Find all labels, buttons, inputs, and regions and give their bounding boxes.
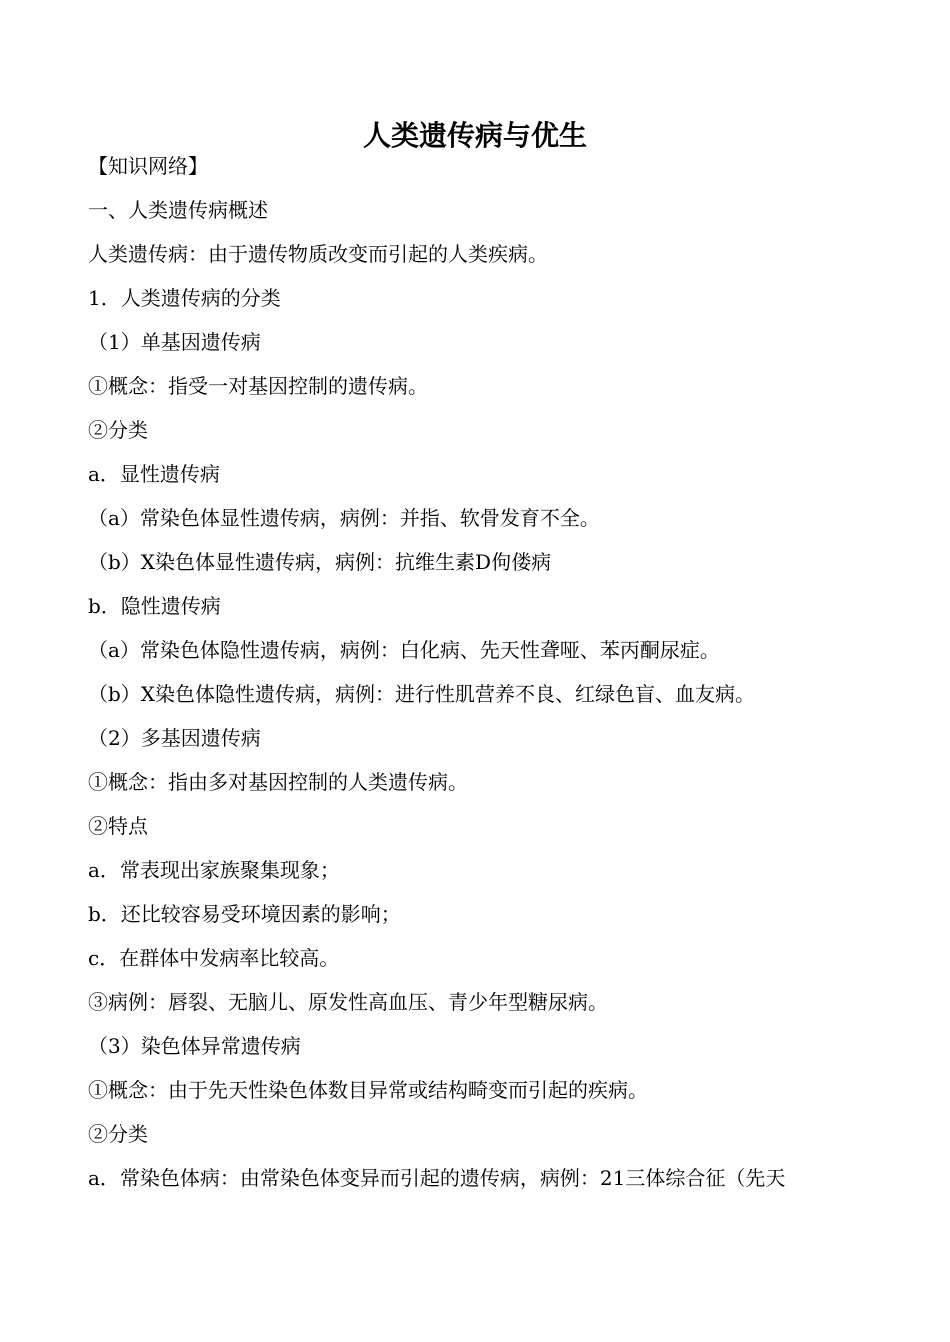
text-line: 人类遗传病：由于遗传物质改变而引起的人类疾病。 (88, 242, 548, 266)
document-body (88, 150, 888, 1206)
text-line: （3）染色体异常遗传病 (88, 1034, 301, 1058)
text-line: （b）X染色体显性遗传病，病例：抗维生素D佝偻病 (88, 550, 552, 574)
text-line: ①概念：指由多对基因控制的人类遗传病。 (88, 770, 468, 794)
text-line: a．常染色体病：由常染色体变异而引起的遗传病，病例：21三体综合征（先天 (88, 1166, 786, 1190)
text-line: 一、人类遗传病概述 (88, 198, 268, 222)
text-line: ②特点 (88, 814, 148, 838)
text-line: ③病例：唇裂、无脑儿、原发性高血压、青少年型糖尿病。 (88, 990, 608, 1014)
text-line: ②分类 (88, 1122, 148, 1146)
text-line: （1）单基因遗传病 (88, 330, 261, 354)
document-title: 人类遗传病与优生 (362, 119, 587, 152)
text-line: 1．人类遗传病的分类 (88, 286, 281, 310)
text-line: b．隐性遗传病 (88, 594, 221, 618)
text-line: ①概念：指受一对基因控制的遗传病。 (88, 374, 428, 398)
text-line: （b）X染色体隐性遗传病，病例：进行性肌营养不良、红绿色盲、血友病。 (88, 682, 756, 706)
text-line: c．在群体中发病率比较高。 (88, 946, 340, 970)
text-line: 【知识网络】 (88, 154, 208, 178)
text-line: ②分类 (88, 418, 148, 442)
text-line: ①概念：由于先天性染色体数目异常或结构畸变而引起的疾病。 (88, 1078, 648, 1102)
text-line: （2）多基因遗传病 (88, 726, 261, 750)
text-line: a．显性遗传病 (88, 462, 220, 486)
text-line: b．还比较容易受环境因素的影响； (88, 902, 401, 926)
text-line: （a）常染色体隐性遗传病，病例：白化病、先天性聋哑、苯丙酮尿症。 (88, 638, 720, 662)
text-line: （a）常染色体显性遗传病，病例：并指、软骨发育不全。 (88, 506, 600, 530)
text-line: a．常表现出家族聚集现象； (88, 858, 340, 882)
